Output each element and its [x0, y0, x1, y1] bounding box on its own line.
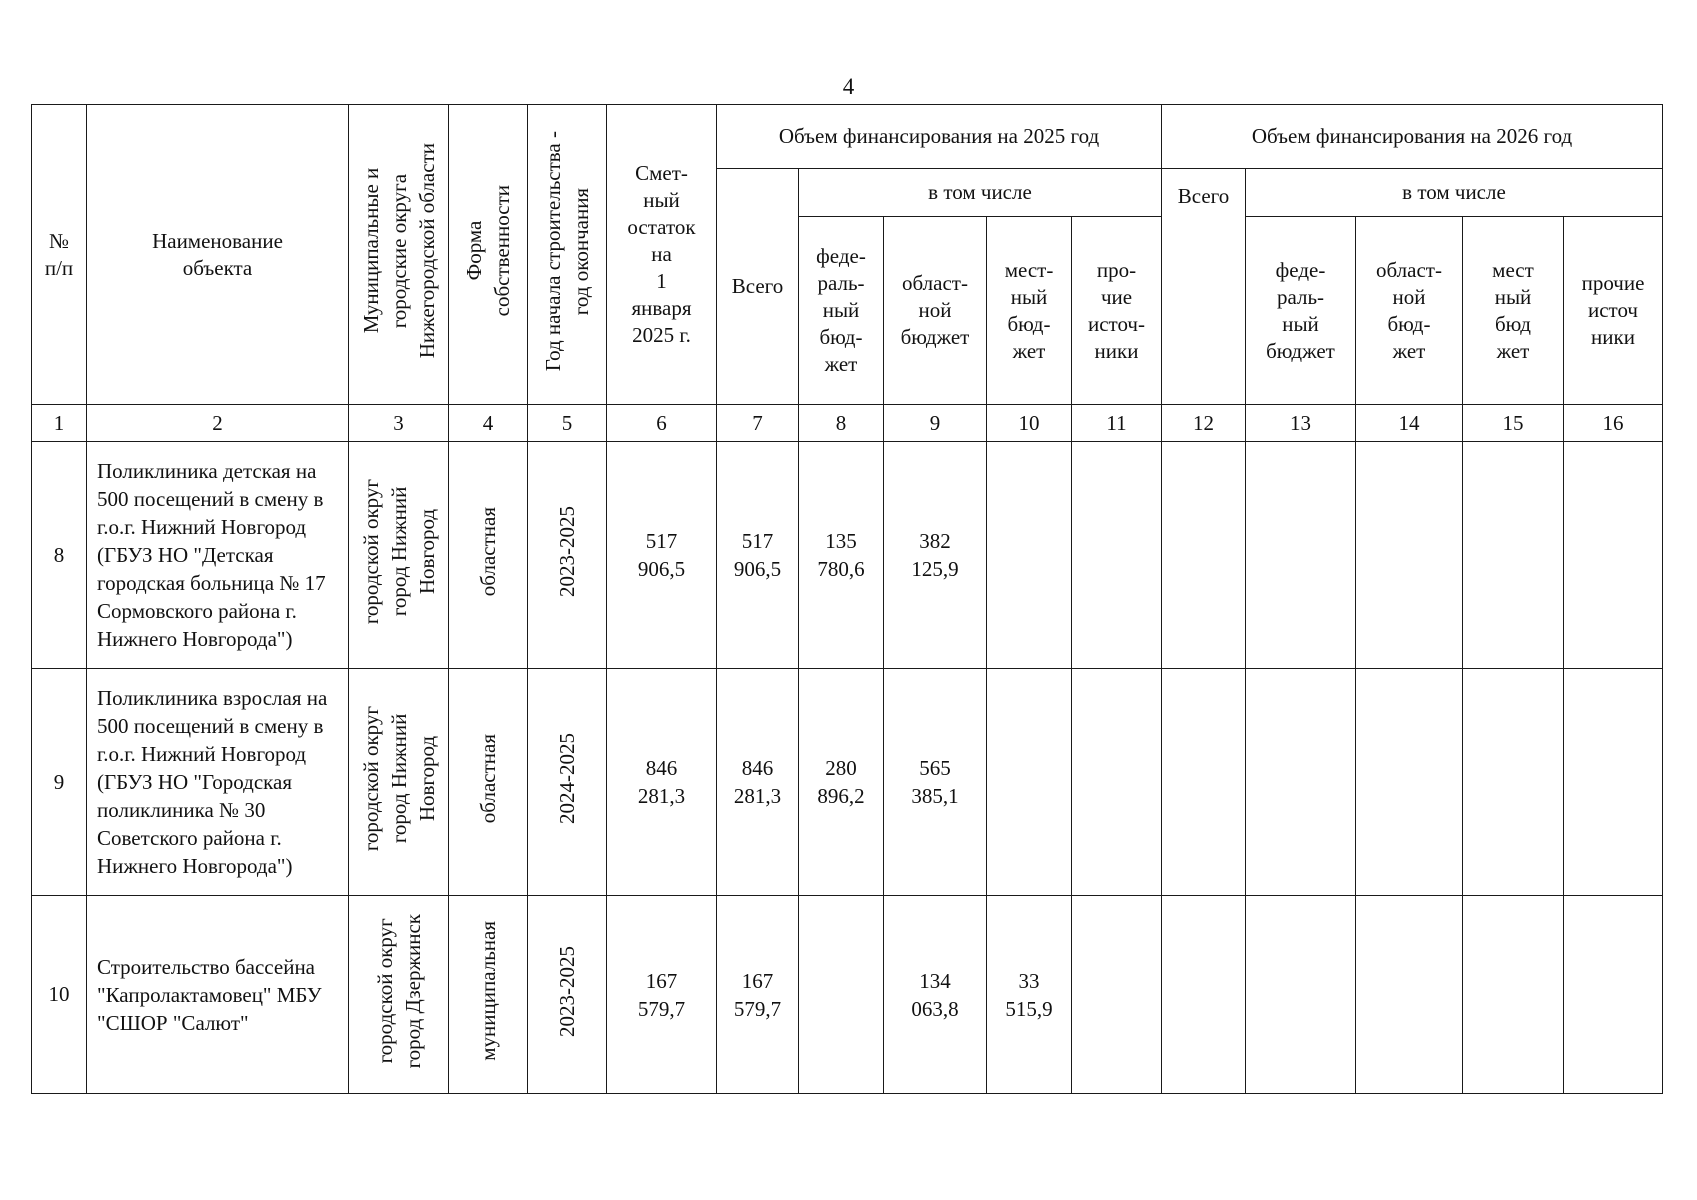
- federal-2025: 135 780,6: [799, 442, 884, 669]
- column-number: 11: [1072, 405, 1162, 442]
- municipal-name: городской округ город Нижний Новгород: [358, 705, 439, 852]
- total-2026: [1162, 442, 1246, 669]
- column-number: 15: [1463, 405, 1564, 442]
- header-regional-2026-label: област- ной бюд- жет: [1376, 257, 1442, 363]
- other-2025: [1072, 896, 1162, 1094]
- years-cell: [528, 669, 607, 896]
- column-number: 16: [1564, 405, 1663, 442]
- local-2025: [987, 669, 1072, 896]
- total-2025: 167 579,7: [717, 896, 799, 1094]
- federal-2026: [1246, 896, 1356, 1094]
- other-2026: [1564, 669, 1663, 896]
- local-2025: [987, 442, 1072, 669]
- header-including-2026: в том числе: [1246, 169, 1663, 217]
- years-cell: [528, 896, 607, 1094]
- years-cell: [528, 442, 607, 669]
- regional-2025: 382 125,9: [884, 442, 987, 669]
- header-federal-2025-label: феде- раль- ный бюд- жет: [816, 244, 866, 376]
- header-other-2025-label: про- чие источ- ники: [1088, 257, 1145, 363]
- federal-2026: [1246, 442, 1356, 669]
- header-including-2025: в том числе: [799, 169, 1162, 217]
- ownership-form: областная: [476, 506, 500, 597]
- ownership-form: областная: [476, 733, 500, 824]
- header-remainder-label: Смет- ный остаток на 1 января 2025 г.: [627, 161, 696, 347]
- header-num-label: № п/п: [44, 228, 74, 280]
- header-num: [32, 105, 87, 405]
- header-municipal-label: Муниципальные и городские округа Нижегородской области: [358, 143, 439, 359]
- municipal-cell: [349, 442, 449, 669]
- estimate-remainder: 846 281,3: [607, 669, 717, 896]
- header-federal-2026: [1246, 217, 1356, 405]
- header-total-2026: Всего: [1162, 169, 1246, 405]
- header-row-1: [32, 105, 1663, 169]
- regional-2026: [1356, 669, 1463, 896]
- header-local-2025-label: мест- ный бюд- жет: [1004, 257, 1054, 363]
- column-number: 13: [1246, 405, 1356, 442]
- column-number: 12: [1162, 405, 1246, 442]
- federal-2026: [1246, 669, 1356, 896]
- header-years: [528, 105, 607, 405]
- column-number: 5: [528, 405, 607, 442]
- header-name: [87, 105, 349, 405]
- table-row: [32, 669, 1663, 896]
- construction-years: 2024-2025: [555, 733, 579, 824]
- federal-2025: [799, 896, 884, 1094]
- estimate-remainder: 167 579,7: [607, 896, 717, 1094]
- other-2025: [1072, 669, 1162, 896]
- header-regional-2026: [1356, 217, 1463, 405]
- header-funding-2025: Объем финансирования на 2025 год: [717, 105, 1162, 169]
- other-2026: [1564, 896, 1663, 1094]
- column-number: 8: [799, 405, 884, 442]
- header-ownership: [449, 105, 528, 405]
- municipal-cell: [349, 669, 449, 896]
- table-row: [32, 442, 1663, 669]
- regional-2026: [1356, 896, 1463, 1094]
- column-number-row: [32, 405, 1663, 442]
- object-name: Поликлиника взрослая на 500 посещений в смену в г.о.г. Нижний Новгород (ГБУЗ НО "Городская поликлиника № 30 Советского района г. Нижнего Новгорода"): [87, 669, 349, 896]
- other-2026: [1564, 442, 1663, 669]
- header-local-2025: [987, 217, 1072, 405]
- local-2026: [1463, 442, 1564, 669]
- header-regional-2025: [884, 217, 987, 405]
- ownership-form: муниципальная: [476, 921, 500, 1061]
- local-2025: 33 515,9: [987, 896, 1072, 1094]
- row-num: 8: [32, 442, 87, 669]
- column-number: 1: [32, 405, 87, 442]
- column-number: 2: [87, 405, 349, 442]
- header-name-label: Наименование объекта: [152, 228, 283, 280]
- row-num: 9: [32, 669, 87, 896]
- header-remainder: [607, 105, 717, 405]
- header-municipal: [349, 105, 449, 405]
- construction-funding-table: [31, 104, 1663, 1094]
- total-2025: 517 906,5: [717, 442, 799, 669]
- total-2025: 846 281,3: [717, 669, 799, 896]
- header-ownership-label: Форма собственности: [462, 185, 514, 317]
- ownership-cell: [449, 669, 528, 896]
- total-2026: [1162, 896, 1246, 1094]
- header-other-2025: [1072, 217, 1162, 405]
- column-number: 6: [607, 405, 717, 442]
- column-number: 14: [1356, 405, 1463, 442]
- header-other-2026: [1564, 217, 1663, 405]
- column-number: 7: [717, 405, 799, 442]
- header-funding-2026: Объем финансирования на 2026 год: [1162, 105, 1663, 169]
- row-num: 10: [32, 896, 87, 1094]
- ownership-cell: [449, 896, 528, 1094]
- municipal-cell: [349, 896, 449, 1094]
- local-2026: [1463, 896, 1564, 1094]
- federal-2025: 280 896,2: [799, 669, 884, 896]
- municipal-name: городской округ город Нижний Новгород: [358, 478, 439, 625]
- table-row: [32, 896, 1663, 1094]
- column-number: 10: [987, 405, 1072, 442]
- header-other-2026-label: прочие источ ники: [1581, 271, 1645, 349]
- municipal-name: городской округ город Дзержинск: [372, 913, 425, 1069]
- header-regional-2025-label: област- ной бюджет: [900, 271, 970, 349]
- ownership-cell: [449, 442, 528, 669]
- other-2025: [1072, 442, 1162, 669]
- header-federal-2025: [799, 217, 884, 405]
- construction-years: 2023-2025: [555, 945, 579, 1037]
- construction-years: 2023-2025: [555, 506, 579, 597]
- header-total-2025: Всего: [717, 169, 799, 405]
- local-2026: [1463, 669, 1564, 896]
- header-local-2026-label: мест ный бюд жет: [1492, 257, 1534, 363]
- object-name: Поликлиника детская на 500 посещений в смену в г.о.г. Нижний Новгород (ГБУЗ НО "Детская городская больница № 17 Сормовского района г. Нижнего Новгорода"): [87, 442, 349, 669]
- column-number: 9: [884, 405, 987, 442]
- column-number: 4: [449, 405, 528, 442]
- column-number: 3: [349, 405, 449, 442]
- header-local-2026: [1463, 217, 1564, 405]
- header-federal-2026-label: феде- раль- ный бюджет: [1266, 257, 1335, 363]
- object-name: Строительство бассейна "Капролактамовец" МБУ "СШОР "Салют": [87, 896, 349, 1094]
- estimate-remainder: 517 906,5: [607, 442, 717, 669]
- regional-2025: 565 385,1: [884, 669, 987, 896]
- header-years-label: Год начала строительства - год окончания: [541, 130, 593, 372]
- regional-2025: 134 063,8: [884, 896, 987, 1094]
- total-2026: [1162, 669, 1246, 896]
- page-number: 4: [842, 74, 855, 99]
- regional-2026: [1356, 442, 1463, 669]
